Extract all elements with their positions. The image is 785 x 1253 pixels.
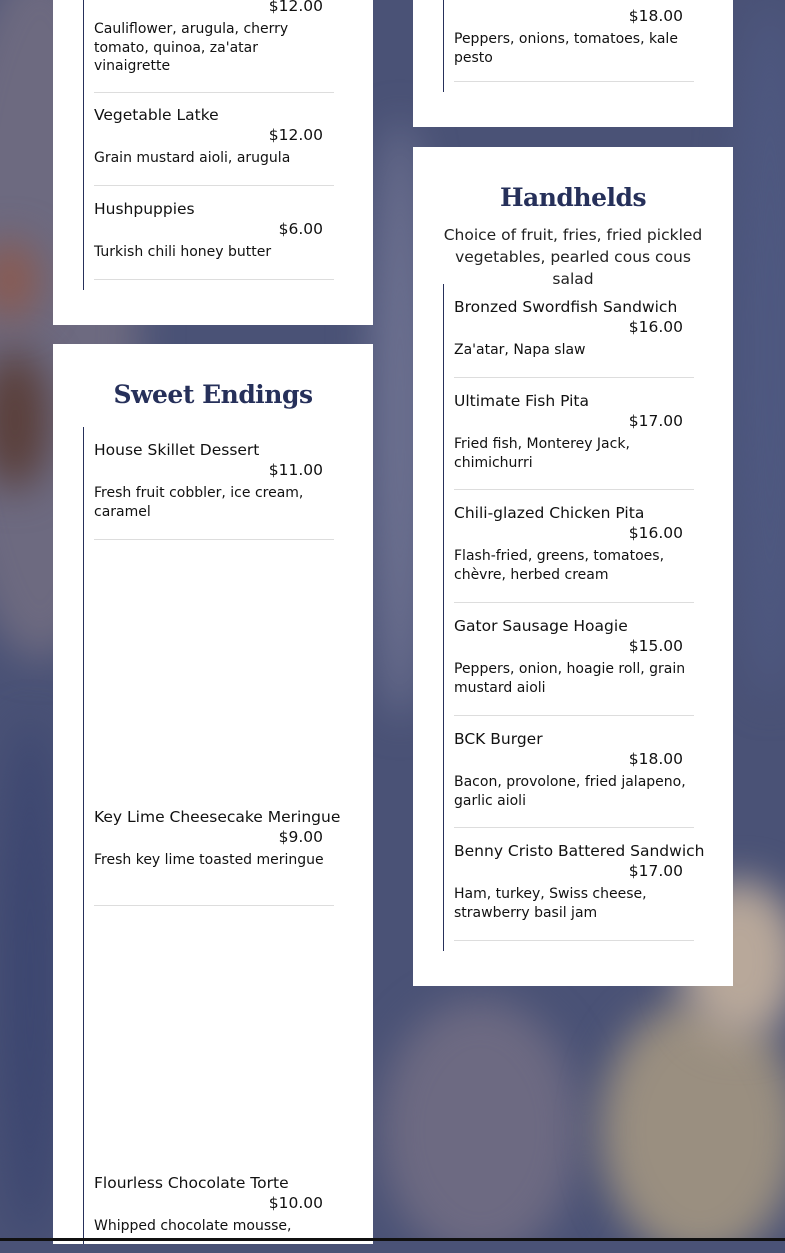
menu-item [94,199,334,280]
item-name: Bronzed Swordfish Sandwich [454,298,678,316]
menu-item [94,440,334,540]
item-description: Fresh fruit cobbler, ice cream, caramel [94,485,304,520]
item-description: Turkish chili honey butter [94,244,272,260]
item-price: $16.00 [628,524,683,542]
item-description: Bacon, provolone, fried jalapeno, garlic aioli [454,774,686,809]
item-price: $12.00 [268,126,323,144]
item-name: Gator Sausage Hoagie [454,617,628,635]
section-title: Sweet Endings [113,380,313,409]
item-name: Chili-glazed Chicken Pita [454,504,645,522]
section-subtitle: Choice of fruit, fries, fried pickled vegetables, pearled cous cous salad [443,226,703,288]
menu-item [454,729,694,828]
menu-item [454,616,694,716]
item-description: Fresh key lime toasted meringue [94,852,324,868]
item-price: $18.00 [628,7,683,25]
item-name: Key Lime Cheesecake Meringue [94,808,341,826]
item-name: Vegetable Latke [94,106,219,124]
item-description: Peppers, onion, hoagie roll, grain mustard aioli [454,661,686,696]
item-price: $11.00 [268,461,323,479]
item-name: Flourless Chocolate Torte [94,1174,289,1192]
menu-item [454,503,694,603]
item-price: $9.00 [278,828,323,846]
item-name: BCK Burger [454,730,543,748]
item-price: $12.00 [268,0,323,15]
section-title: Handhelds [499,183,647,212]
section-rail [83,0,84,290]
section-rail [443,284,444,951]
menu-card-handhelds [413,147,733,986]
item-name: Ultimate Fish Pita [454,392,589,410]
menu-card-right-top [413,0,733,127]
menu-card-sweet-endings [53,344,373,1244]
section-rail [83,427,84,1244]
menu-item [454,0,694,82]
menu-item [94,105,334,186]
item-price: $18.00 [628,750,683,768]
item-description: Cauliflower, arugula, cherry tomato, quinoa, za'atar vinaigrette [94,21,289,74]
item-description: Ham, turkey, Swiss cheese, strawberry basil jam [454,886,647,921]
item-price: $15.00 [628,637,683,655]
menu-item [94,0,334,93]
item-price: $17.00 [628,412,683,430]
item-price: $17.00 [628,862,683,880]
menu-item [94,1173,334,1253]
item-description: Whipped chocolate mousse, [94,1218,292,1234]
section-rail [443,0,444,92]
menu-item [454,841,705,941]
item-name: Hushpuppies [94,200,195,218]
item-name: House Skillet Dessert [94,441,260,459]
item-price: $10.00 [268,1194,323,1212]
item-description: Fried fish, Monterey Jack, chimichurri [454,436,630,471]
item-price: $16.00 [628,318,683,336]
item-description: Flash-fried, greens, tomatoes, chèvre, herbed cream [454,548,665,583]
menu-item [454,391,694,490]
menu-item [454,297,694,378]
menu-item [94,807,341,906]
item-description: Peppers, onions, tomatoes, kale pesto [454,31,678,66]
item-name: Benny Cristo Battered Sandwich [454,842,705,860]
item-description: Grain mustard aioli, arugula [94,150,291,166]
item-description: Za'atar, Napa slaw [454,342,586,358]
item-price: $6.00 [278,220,323,238]
menu-card-left-top [53,0,373,325]
